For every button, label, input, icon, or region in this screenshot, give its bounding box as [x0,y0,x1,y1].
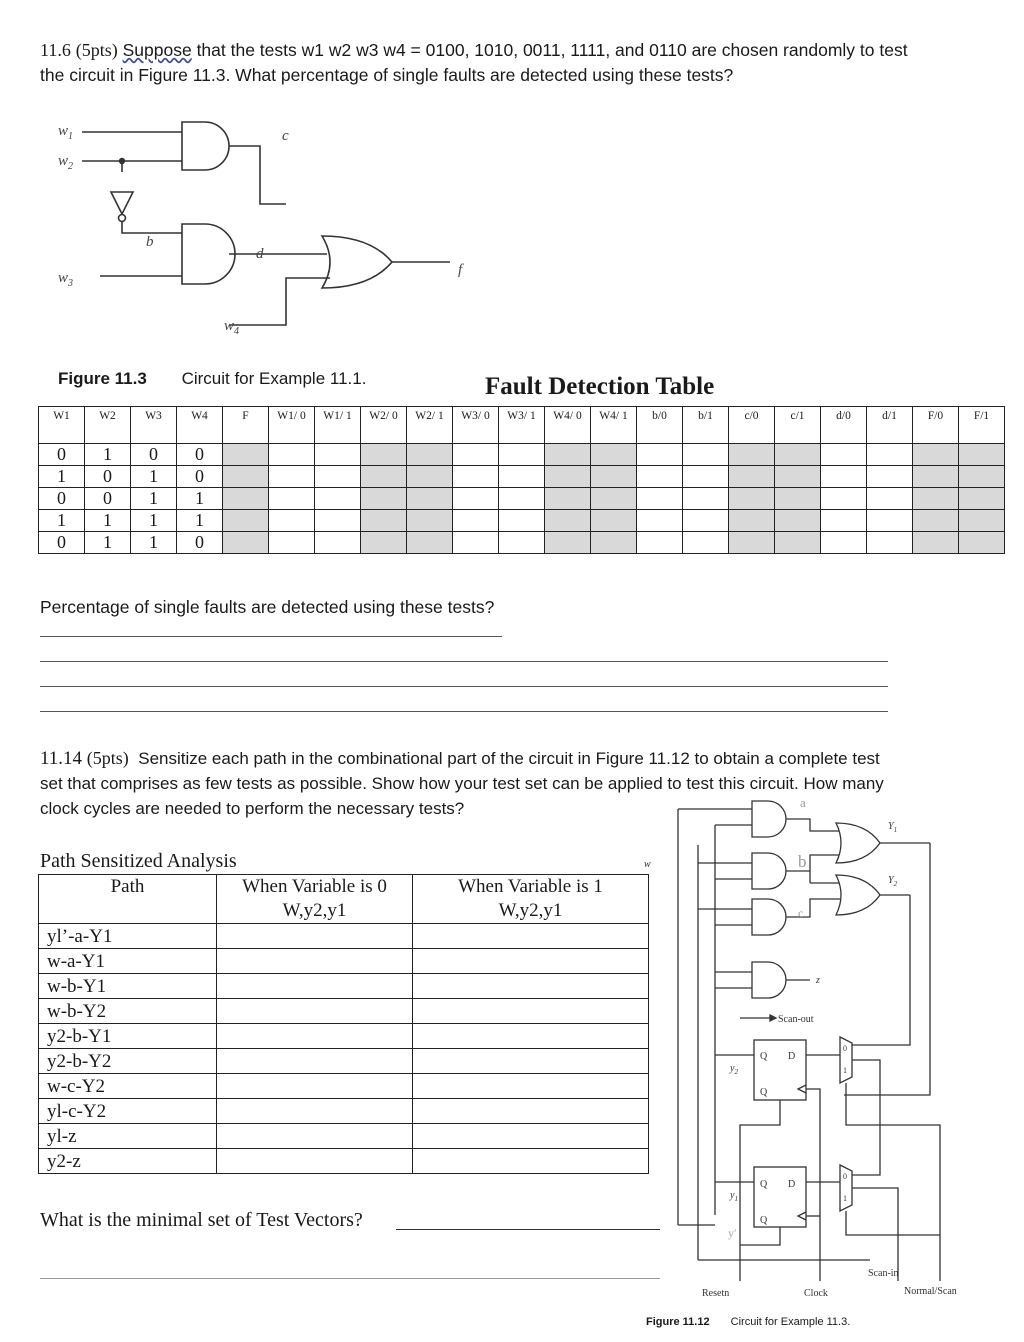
fault-table-row [39,488,1005,510]
label-z: z [816,975,820,986]
fault-answer-cell[interactable] [453,488,499,510]
path-name-cell: w-a-Y1 [39,949,217,974]
fault-answer-cell[interactable] [775,532,821,554]
fault-answer-cell[interactable] [913,488,959,510]
fault-answer-cell[interactable] [821,488,867,510]
fault-answer-cell[interactable] [315,488,361,510]
input-value-cell: 0 [39,488,85,510]
fault-answer-cell[interactable] [269,532,315,554]
label-w1: $w_1$ [58,123,74,142]
var1-answer-cell[interactable] [413,1074,649,1099]
fault-answer-cell[interactable] [453,444,499,466]
input-value-cell: 1 [131,488,177,510]
fault-answer-cell[interactable] [361,488,407,510]
fault-answer-cell[interactable] [867,532,913,554]
fault-answer-cell[interactable] [867,444,913,466]
fault-table-header-cell: W1/ 1 [315,407,361,444]
fault-answer-cell[interactable] [729,444,775,466]
path-row [39,999,649,1024]
fault-answer-cell[interactable] [223,444,269,466]
var0-answer-cell[interactable] [217,974,413,999]
fault-answer-cell[interactable] [683,532,729,554]
fault-answer-cell[interactable] [729,466,775,488]
fault-answer-cell[interactable] [499,444,545,466]
figure-11-12-caption [646,1316,850,1328]
fault-answer-cell[interactable] [821,532,867,554]
fault-answer-cell[interactable] [407,444,453,466]
fault-answer-cell[interactable] [361,532,407,554]
percentage-prompt: Percentage of single faults are detected using these tests? [40,597,495,617]
fault-answer-cell[interactable] [269,488,315,510]
fault-answer-cell[interactable] [775,488,821,510]
col-var0 [217,875,413,924]
answer-line[interactable] [40,711,888,712]
fault-table-header-cell: W4 [177,407,223,444]
var1-answer-cell[interactable] [413,1024,649,1049]
fault-answer-cell[interactable] [407,510,453,532]
figure-label: Figure 11.12 [646,1316,710,1328]
figure-11-3-caption [58,369,366,389]
fault-answer-cell[interactable] [407,532,453,554]
fault-answer-cell[interactable] [683,444,729,466]
figure-caption-text: Circuit for Example 11.3. [730,1316,851,1328]
label-normal-scan: Normal/Scan [904,1286,957,1297]
fault-table-row [39,444,1005,466]
fault-answer-cell[interactable] [637,532,683,554]
fault-answer-cell[interactable] [775,444,821,466]
path-name-cell: y2-b-Y2 [39,1049,217,1074]
path-name-cell: yl-c-Y2 [39,1099,217,1124]
fault-table-header-cell: W2/ 1 [407,407,453,444]
handwritten-b: b [798,852,807,871]
fault-answer-cell[interactable] [867,510,913,532]
path-name-cell: yl-z [39,1124,217,1149]
var1-answer-cell[interactable] [413,1099,649,1124]
input-value-cell: 0 [177,532,223,554]
var0-answer-cell[interactable] [217,1099,413,1124]
label-clock: Clock [804,1288,828,1299]
question-11-14-line2: set that comprises as few tests as possible. Show how your test set can be applied to test this circuit. How many [40,774,884,793]
var1-answer-cell[interactable] [413,1124,649,1149]
mux1-0: 0 [843,1044,847,1053]
question-points: (5pts) [86,748,129,768]
input-value-cell: 1 [177,510,223,532]
figure-11-12-circuit [640,795,990,1315]
fault-answer-cell[interactable] [223,466,269,488]
fault-answer-cell[interactable] [821,510,867,532]
fault-table-header-cell: c/1 [775,407,821,444]
fault-answer-cell[interactable] [315,532,361,554]
handwritten-a: a [800,795,806,810]
path-row [39,924,649,949]
fault-answer-cell[interactable] [591,532,637,554]
fault-table-title: Fault Detection Table [485,373,715,400]
var0-answer-cell[interactable] [217,924,413,949]
input-value-cell: 1 [177,488,223,510]
var0-answer-cell[interactable] [217,999,413,1024]
label-f: f [458,262,463,278]
fault-answer-cell[interactable] [683,466,729,488]
question-11-6-line2: the circuit in Figure 11.3. What percentage of single faults are detected using these tests? [40,65,734,85]
fault-answer-cell[interactable] [867,488,913,510]
fault-answer-cell[interactable] [315,444,361,466]
fault-answer-cell[interactable] [315,466,361,488]
label-w4: $w_4$ [224,318,240,337]
fault-table-row [39,532,1005,554]
fault-answer-cell[interactable] [499,488,545,510]
fault-answer-cell[interactable] [821,444,867,466]
fault-answer-cell[interactable] [959,466,1005,488]
fault-answer-cell[interactable] [407,466,453,488]
answer-line[interactable] [396,1229,660,1230]
col-var0-line2: W,y2,y1 [282,900,347,921]
input-value-cell: 0 [131,444,177,466]
input-value-cell: 1 [39,466,85,488]
var1-answer-cell[interactable] [413,924,649,949]
fault-table-header-cell: W3 [131,407,177,444]
fault-answer-cell[interactable] [591,488,637,510]
fault-answer-cell[interactable] [361,510,407,532]
fault-answer-cell[interactable] [545,488,591,510]
var0-answer-cell[interactable] [217,1074,413,1099]
fault-answer-cell[interactable] [545,444,591,466]
question-text: Sensitize each path in the combinational part of the circuit in Figure 11.12 to obtain a complete test [138,749,880,768]
fault-answer-cell[interactable] [223,488,269,510]
fault-answer-cell[interactable] [499,532,545,554]
var1-answer-cell[interactable] [413,949,649,974]
var1-answer-cell[interactable] [413,1049,649,1074]
mux2-1: 1 [843,1194,847,1203]
input-value-cell: 1 [131,510,177,532]
fault-table-header-cell: c/0 [729,407,775,444]
var0-answer-cell[interactable] [217,1149,413,1174]
path-table-header [39,875,649,924]
figure-11-3-circuit [40,110,480,350]
answer-line[interactable] [40,1278,660,1279]
fault-answer-cell[interactable] [591,466,637,488]
col-var1 [413,875,649,924]
label-b: b [146,234,154,250]
label-w2: $w_2$ [58,153,74,172]
fault-table-header-cell: W4/ 1 [591,407,637,444]
ff1-q: Q [760,1051,768,1062]
fault-answer-cell[interactable] [591,510,637,532]
fault-answer-cell[interactable] [545,532,591,554]
fault-table-row [39,466,1005,488]
ff2-q: Q [760,1179,768,1190]
fault-table-header-cell: W2/ 0 [361,407,407,444]
var0-answer-cell[interactable] [217,949,413,974]
question-11-14-line3: clock cycles are needed to perform the necessary tests? [40,799,465,818]
fault-answer-cell[interactable] [913,510,959,532]
input-value-cell: 1 [85,532,131,554]
fault-table-header-cell: d/0 [821,407,867,444]
suppose-word: Suppose [122,40,192,60]
fault-answer-cell[interactable] [269,444,315,466]
question-11-6 [40,38,1010,88]
fault-answer-cell[interactable] [361,444,407,466]
col-var0-line1: When Variable is 0 [242,876,387,897]
fault-table-row [39,510,1005,532]
input-value-cell: 0 [85,488,131,510]
fault-answer-cell[interactable] [867,466,913,488]
label-w3: $w_3$ [58,270,74,289]
path-table-title: Path Sensitized Analysis [40,850,237,872]
input-value-cell: 0 [39,444,85,466]
label-scan-in: Scan-in [868,1268,899,1279]
fault-answer-cell[interactable] [959,532,1005,554]
mux1-1: 1 [843,1066,847,1075]
ff1-d: D [788,1051,796,1062]
var0-answer-cell[interactable] [217,1124,413,1149]
fault-answer-cell[interactable] [223,510,269,532]
path-row [39,1099,649,1124]
fault-detection-table [38,406,1005,554]
question-number: 11.14 [40,748,83,769]
fault-answer-cell[interactable] [637,510,683,532]
fault-answer-cell[interactable] [591,444,637,466]
path-name-cell: y2-z [39,1149,217,1174]
label-Y1: $Y_1$ [888,821,898,834]
path-sensitized-table [38,874,649,1174]
input-value-cell: 0 [177,444,223,466]
fault-answer-cell[interactable] [315,510,361,532]
fault-answer-cell[interactable] [269,466,315,488]
label-scan-out: Scan-out [778,1014,814,1025]
fault-table-header-cell: F/1 [959,407,1005,444]
col-path [39,875,217,924]
var1-answer-cell[interactable] [413,1149,649,1174]
fault-answer-cell[interactable] [729,510,775,532]
fault-answer-cell[interactable] [361,466,407,488]
input-value-cell: 0 [39,532,85,554]
fault-answer-cell[interactable] [545,510,591,532]
fault-answer-cell[interactable] [269,510,315,532]
answer-line[interactable] [40,636,502,637]
fault-answer-cell[interactable] [959,510,1005,532]
path-row [39,1124,649,1149]
input-value-cell: 1 [39,510,85,532]
fault-answer-cell[interactable] [683,488,729,510]
fault-table-header-cell: F [223,407,269,444]
fault-answer-cell[interactable] [821,466,867,488]
var0-answer-cell[interactable] [217,1024,413,1049]
figure-caption-text: Circuit for Example 11.1. [181,369,367,388]
fault-table-header-cell: W3/ 0 [453,407,499,444]
label-w: w [644,859,651,870]
path-name-cell: y2-b-Y1 [39,1024,217,1049]
fault-table-header-cell: W2 [85,407,131,444]
path-name-cell: w-c-Y2 [39,1074,217,1099]
fault-table-header-cell: W3/ 1 [499,407,545,444]
ff2-d: D [788,1179,796,1190]
path-name-cell: w-b-Y2 [39,999,217,1024]
fault-table-header-cell: W1 [39,407,85,444]
path-row [39,1149,649,1174]
fault-answer-cell[interactable] [223,532,269,554]
mux2-0: 0 [843,1172,847,1181]
path-row [39,1024,649,1049]
input-value-cell: 1 [131,466,177,488]
question-points: (5pts) [75,40,118,60]
answer-line[interactable] [40,661,888,662]
fault-answer-cell[interactable] [499,510,545,532]
fault-answer-cell[interactable] [959,488,1005,510]
path-row [39,1074,649,1099]
label-d: d [256,246,264,262]
handwritten-y1prime: y′ [728,1226,737,1240]
label-y1: $y_1$ [730,1190,738,1203]
fault-table-header-cell: F/0 [913,407,959,444]
fault-table-header-cell: d/1 [867,407,913,444]
fault-answer-cell[interactable] [775,466,821,488]
label-resetn: Resetn [702,1288,730,1299]
question-text: that the tests w1 w2 w3 w4 = 0100, 1010, 0011, 1111, and 0110 are chosen randomly to test [196,40,908,60]
minimal-set-prompt: What is the minimal set of Test Vectors? [40,1209,363,1231]
question-11-14-line1 [40,746,1015,771]
path-row [39,1049,649,1074]
col-var1-line1: When Variable is 1 [458,876,603,897]
fault-answer-cell[interactable] [499,466,545,488]
fault-answer-cell[interactable] [913,444,959,466]
fault-answer-cell[interactable] [637,466,683,488]
path-name-cell: w-b-Y1 [39,974,217,999]
ff2-qbar: Q [760,1215,768,1226]
input-value-cell: 1 [85,444,131,466]
fault-answer-cell[interactable] [913,532,959,554]
fault-answer-cell[interactable] [453,532,499,554]
var1-answer-cell[interactable] [413,999,649,1024]
question-number: 11.6 [40,40,71,60]
fault-answer-cell[interactable] [453,510,499,532]
label-Y2: $Y_2$ [888,875,898,888]
fault-answer-cell[interactable] [913,466,959,488]
question-11-6-line1 [40,38,1010,63]
fault-answer-cell[interactable] [637,444,683,466]
fault-answer-cell[interactable] [729,488,775,510]
handwritten-c: c [798,906,804,920]
fault-answer-cell[interactable] [775,510,821,532]
fault-table-header-cell: b/1 [683,407,729,444]
fault-table-header-cell: W1/ 0 [269,407,315,444]
fault-answer-cell[interactable] [959,444,1005,466]
input-value-cell: 1 [85,510,131,532]
var1-answer-cell[interactable] [413,974,649,999]
fault-answer-cell[interactable] [453,466,499,488]
figure-label: Figure 11.3 [58,369,147,388]
fault-answer-cell[interactable] [683,510,729,532]
fault-table-header-cell: b/0 [637,407,683,444]
fault-table-header-cell: W4/ 0 [545,407,591,444]
path-row [39,949,649,974]
path-row [39,974,649,999]
path-name-cell: yl’-a-Y1 [39,924,217,949]
var0-answer-cell[interactable] [217,1049,413,1074]
input-value-cell: 0 [177,466,223,488]
label-y2: $y_2$ [730,1063,738,1076]
input-value-cell: 1 [131,532,177,554]
fault-table-header-row [39,407,1005,444]
col-var1-line2: W,y2,y1 [498,900,563,921]
ff1-qbar: Q [760,1087,768,1098]
input-value-cell: 0 [85,466,131,488]
fault-answer-cell[interactable] [407,488,453,510]
col-path-label: Path [110,876,145,897]
fault-answer-cell[interactable] [545,466,591,488]
fault-answer-cell[interactable] [637,488,683,510]
label-c: c [282,128,289,144]
fault-answer-cell[interactable] [729,532,775,554]
answer-line[interactable] [40,686,888,687]
